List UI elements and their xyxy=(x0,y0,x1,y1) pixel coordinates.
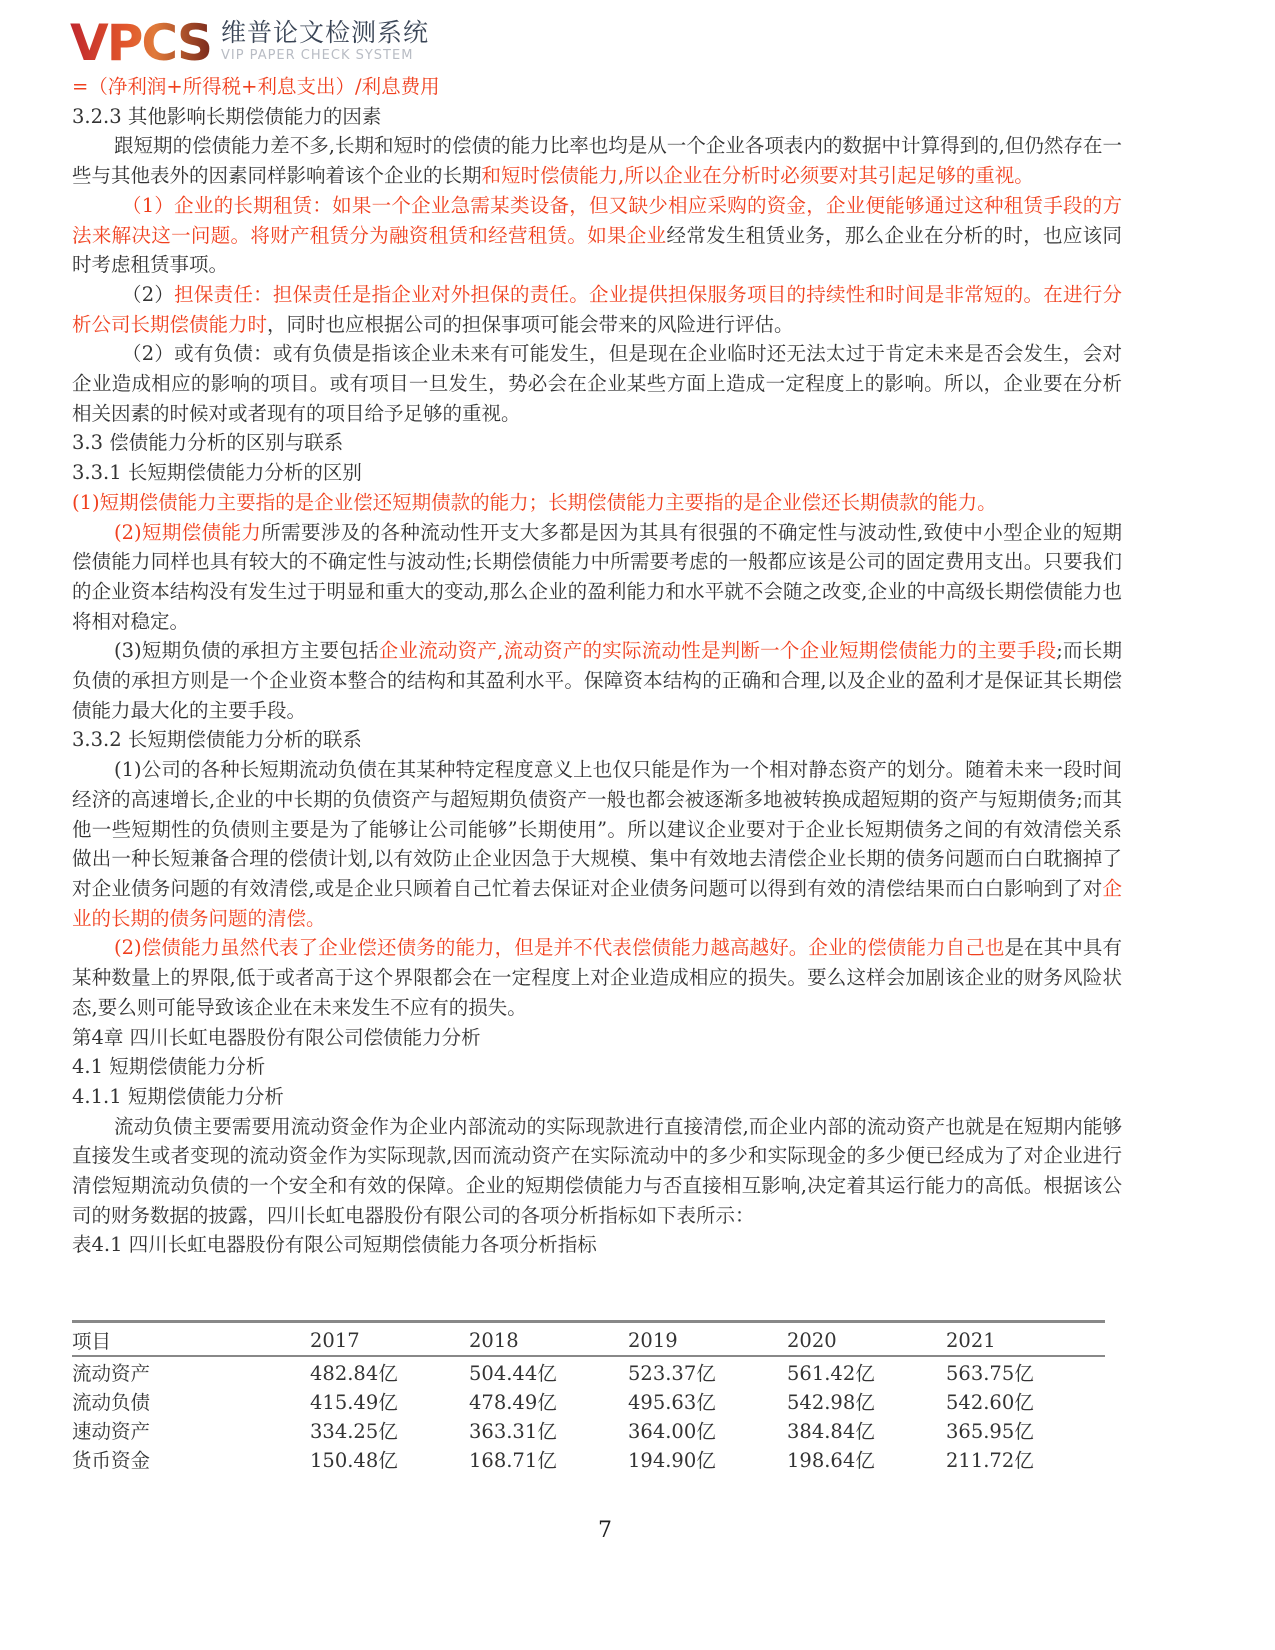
text-segment: 所需要涉及的各种流动性开支大多都是因为其具有很强的不确定性与波动性,致使中小型企业的短期偿债能力同样也具有较大的不确定性与波动性;长期偿债能力中所需要考虑的一般都应该是公司的固定费用支出。只要我们的企业资本结构没有发生过于明显和重大的变动,那么企业的盈利能力和水平就不会随之改变,企业的中高级长期偿债能力也将相对稳定。 xyxy=(72,520,1123,633)
table-cell: 542.98亿 xyxy=(787,1390,875,1414)
highlighted-text: (1)短期偿债能力主要指的是企业偿还短期债款的能力；长期偿债能力主要指的是企业偿还长期债款的能力。 xyxy=(72,490,997,514)
table-row xyxy=(72,1386,1105,1415)
document-body xyxy=(72,72,1122,1260)
logo-name-cn: 维普论文检测系统 xyxy=(220,18,429,47)
logo-name-en: VIP PAPER CHECK SYSTEM xyxy=(220,48,414,63)
paragraph xyxy=(72,339,1122,428)
table-cell: 198.64亿 xyxy=(787,1448,875,1472)
highlighted-text: 担保责任：担保责任是指企业对外担保的责任。企业提供担保服务项目的持续性和时间是非常短的。在进行分析公司长期偿债能力时 xyxy=(72,282,1122,336)
text-segment: 3.3 偿债能力分析的区别与联系 xyxy=(72,431,344,455)
text-segment: 流动负债主要需要用流动资金作为企业内部流动的实际现款进行直接清偿,而企业内部的流动资产也就是在短期内能够直接发生或者变现的流动资金作为实际现款,因而流动资产在实际流动中的多少和实际现金的多少便已经成为了对企业进行清偿短期流动负债的一个安全和有效的保障。企业的短期偿债能力与否直接相互影响,决定着其运行能力的高低。根据该公司的财务数据的披露，四川长虹电器股份有限公司的各项分析指标如下表所示： xyxy=(72,1114,1122,1227)
paragraph xyxy=(72,933,1122,1022)
table-row xyxy=(72,1415,1105,1444)
paragraph xyxy=(72,191,1122,280)
table-cell: 523.37亿 xyxy=(628,1361,716,1385)
vpcs-logo xyxy=(70,14,429,72)
text-segment: 4.1 短期偿债能力分析 xyxy=(72,1055,266,1079)
text-segment: 表4.1 四川长虹电器股份有限公司短期偿债能力各项分析指标 xyxy=(72,1233,597,1257)
paragraph xyxy=(72,488,1122,518)
paragraph xyxy=(72,428,1122,458)
table-header-row xyxy=(72,1322,1105,1357)
table-cell: 478.49亿 xyxy=(469,1390,557,1414)
table-cell: 504.44亿 xyxy=(469,1361,557,1385)
table-cell: 194.90亿 xyxy=(628,1448,716,1472)
paragraph xyxy=(72,72,1122,102)
text-segment: (3)短期负债的承担方主要包括 xyxy=(114,639,379,663)
column-header: 2021 xyxy=(946,1328,996,1352)
row-label: 速动资产 xyxy=(72,1419,151,1443)
text-segment: 第4章 四川长虹电器股份有限公司偿债能力分析 xyxy=(72,1025,481,1049)
text-segment: (1)公司的各种长短期流动负债在其某种特定程度意义上也仅只能是作为一个相对静态资产的划分。随着未来一段时间经济的高速增长,企业的中长期的负债资产与超短期负债资产一般也都会被逐渐多地被转换成超短期的资产与短期债务;而其他一些短期性的负债则主要是为了能够让公司能够”长期使用”。所以建议企业要对于企业长短期债务之间的有效清偿关系做出一种长短兼备合理的偿债计划,以有效防止企业因急于大规模、集中有效地去清偿企业长期的债务问题而白白耽搁掉了对企业债务问题的有效清偿,或是企业只顾着自己忙着去保证对企业债务问题可以得到有效的清偿结果而白白影响到了对 xyxy=(72,758,1122,900)
table-cell: 542.60亿 xyxy=(946,1390,1034,1414)
highlighted-text: 企业流动资产,流动资产的实际流动性是判断一个企业短期偿债能力的主要手段 xyxy=(378,639,1057,663)
highlighted-text: (2)偿债能力虽然代表了企业偿还债务的能力，但是并不代表偿债能力越高越好。企业的偿债能力自己也 xyxy=(114,936,1005,960)
table-cell: 211.72亿 xyxy=(946,1448,1034,1472)
table-cell: 495.63亿 xyxy=(628,1390,716,1414)
column-header: 2020 xyxy=(787,1328,837,1352)
paragraph xyxy=(72,1082,1122,1112)
paragraph xyxy=(72,102,1122,132)
text-segment: 3.2.3 其他影响长期偿债能力的因素 xyxy=(72,104,382,128)
logo-mark: VPCS xyxy=(70,14,211,72)
text-segment: ，同时也应根据公司的担保事项可能会带来的风险进行评估。 xyxy=(267,312,794,336)
text-segment: 4.1.1 短期偿债能力分析 xyxy=(72,1084,284,1108)
column-header: 2017 xyxy=(310,1328,360,1352)
table-cell: 482.84亿 xyxy=(310,1361,398,1385)
table-cell: 150.48亿 xyxy=(310,1448,398,1472)
paragraph xyxy=(72,131,1122,190)
table-cell: 561.42亿 xyxy=(787,1361,875,1385)
paragraph xyxy=(72,280,1122,339)
page-number: 7 xyxy=(598,1518,612,1543)
paragraph xyxy=(72,725,1122,755)
table-cell: 334.25亿 xyxy=(310,1419,398,1443)
row-label: 流动负债 xyxy=(72,1390,151,1414)
text-segment: 3.3.2 长短期偿债能力分析的联系 xyxy=(72,728,362,752)
paragraph xyxy=(72,1023,1122,1053)
table-cell: 563.75亿 xyxy=(946,1361,1034,1385)
paragraph xyxy=(72,1112,1122,1231)
paragraph xyxy=(72,518,1122,637)
table-row xyxy=(72,1356,1105,1386)
column-header: 项目 xyxy=(72,1330,112,1353)
text-segment: （2） xyxy=(122,282,175,306)
row-label: 流动资产 xyxy=(72,1361,151,1385)
text-segment: （2）或有负债：或有负债是指该企业未来有可能发生，但是现在企业临时还无法太过于肯定未来是否会发生，会对企业造成相应的影响的项目。或有项目一旦发生，势必会在企业某些方面上造成一定程度上的影响。所以，企业要在分析相关因素的时候对或者现有的项目给予足够的重视。 xyxy=(72,342,1122,425)
highlighted-text: =（净利润+所得税+利息支出）/利息费用 xyxy=(72,75,440,98)
table-cell: 168.71亿 xyxy=(469,1448,557,1472)
paragraph xyxy=(72,636,1122,725)
paragraph xyxy=(72,458,1122,488)
column-header: 2018 xyxy=(469,1328,519,1352)
table-cell: 384.84亿 xyxy=(787,1419,875,1443)
table-cell: 365.95亿 xyxy=(946,1419,1034,1443)
paragraph xyxy=(72,1230,1122,1260)
text-segment: 3.3.1 长短期偿债能力分析的区别 xyxy=(72,461,362,485)
text-segment: 经常发生租赁业务，那么企业在分析的时，也应该同时考虑租赁事项。 xyxy=(72,223,1122,277)
paragraph xyxy=(72,1052,1122,1082)
text-segment: 是在其中具有某种数量上的界限,低于或者高于这个界限都会在一定程度上对企业造成相应的损失。要么这样会加剧该企业的财务风险状态,要么则可能导致该企业在未来发生不应有的损失。 xyxy=(72,936,1122,1019)
column-header: 2019 xyxy=(628,1328,678,1352)
indicator-table xyxy=(72,1320,1105,1473)
highlighted-text: （1）企业的长期租赁：如果一个企业急需某类设备，但又缺少相应采购的资金，企业便能够通过这种租赁手段的方法来解决这一问题。将财产租赁分为融资租赁和经营租赁。如果企业 xyxy=(72,193,1122,247)
table-cell: 364.00亿 xyxy=(628,1419,716,1443)
table-cell: 363.31亿 xyxy=(469,1419,557,1443)
table-row xyxy=(72,1444,1105,1473)
table-cell: 415.49亿 xyxy=(310,1390,398,1414)
highlighted-text: (2)短期偿债能力 xyxy=(114,520,262,544)
highlighted-text: 和短时偿债能力,所以企业在分析时必须要对其引起足够的重视。 xyxy=(481,164,1034,188)
paragraph xyxy=(72,755,1122,933)
text-segment: 跟短期的偿债能力差不多,长期和短时的偿债的能力比率也均是从一个企业各项表内的数据中计算得到的,但仍然存在一些与其他表外的因素同样影响着该个企业的长期 xyxy=(72,134,1122,188)
highlighted-text: 企业的长期的债务问题的清偿。 xyxy=(72,876,1122,930)
row-label: 货币资金 xyxy=(72,1448,151,1472)
text-segment: ;而长期负债的承担方则是一个企业资本整合的结构和其盈利水平。保障资本结构的正确和合理,以及企业的盈利才是保证其长期偿债能力最大化的主要手段。 xyxy=(72,639,1123,722)
